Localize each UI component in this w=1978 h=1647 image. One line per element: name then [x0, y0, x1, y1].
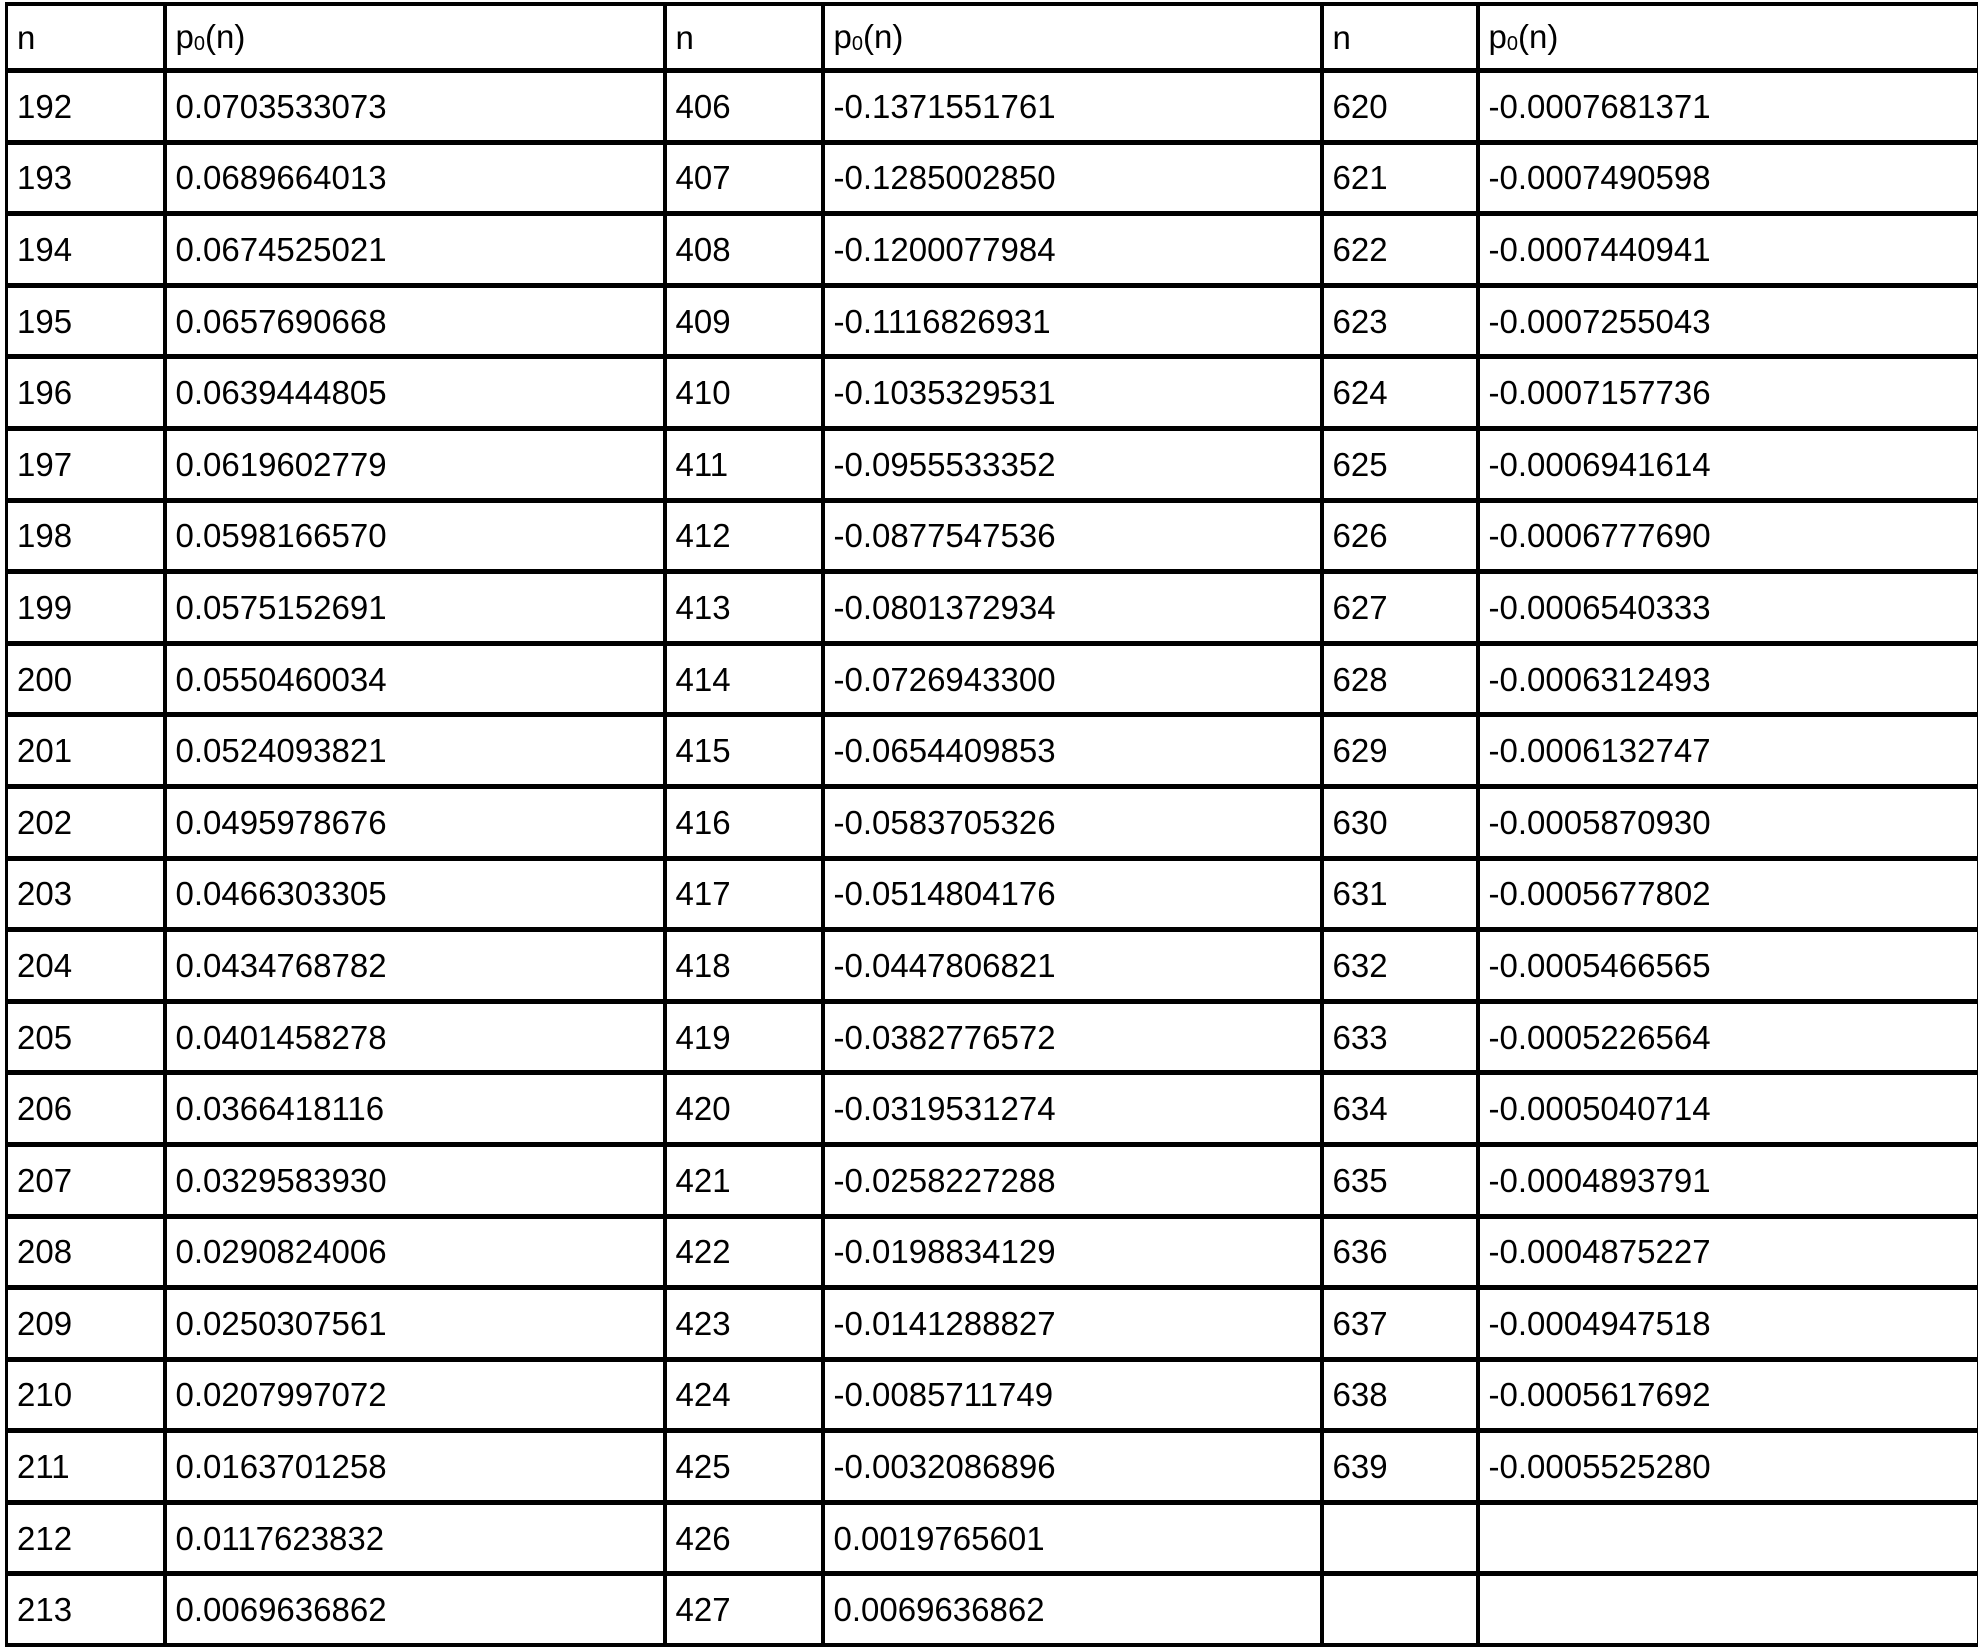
cell-p0: 0.0466303305: [165, 858, 665, 930]
cell-n: 208: [7, 1216, 165, 1288]
cell-n: 637: [1322, 1288, 1478, 1360]
cell-n: 414: [665, 643, 823, 715]
cell-n: 632: [1322, 930, 1478, 1002]
table-row: [7, 858, 1978, 930]
header-p-tail: (n): [863, 18, 903, 55]
cell-p0: -0.0005525280: [1478, 1431, 1978, 1503]
cell-n: 426: [665, 1502, 823, 1574]
cell-p0: -0.0726943300: [823, 643, 1322, 715]
cell-p0: -0.0382776572: [823, 1001, 1322, 1073]
cell-p0: 0.0329583930: [165, 1144, 665, 1216]
table-row: [7, 214, 1978, 286]
table-row: [7, 285, 1978, 357]
cell-n: 202: [7, 786, 165, 858]
cell-n: 196: [7, 357, 165, 429]
cell-n: 625: [1322, 428, 1478, 500]
table-row: [7, 500, 1978, 572]
table-body: [7, 71, 1978, 1646]
cell-p0: -0.0447806821: [823, 930, 1322, 1002]
table-row: [7, 1359, 1978, 1431]
cell-p0: 0.0689664013: [165, 142, 665, 214]
cell-p0: -0.1371551761: [823, 71, 1322, 143]
table-row: [7, 643, 1978, 715]
cell-p0: -0.1285002850: [823, 142, 1322, 214]
cell-n: 411: [665, 428, 823, 500]
cell-n: 417: [665, 858, 823, 930]
header-p0-group-3: [1478, 4, 1978, 71]
cell-n: 199: [7, 572, 165, 644]
cell-p0: -0.0007255043: [1478, 285, 1978, 357]
table-row: [7, 142, 1978, 214]
table-row: [7, 1288, 1978, 1360]
header-n-group-2: n: [665, 4, 823, 71]
cell-n: 203: [7, 858, 165, 930]
cell-n: 626: [1322, 500, 1478, 572]
header-n-group-3: n: [1322, 4, 1478, 71]
cell-n: 427: [665, 1574, 823, 1645]
cell-p0: -0.0877547536: [823, 500, 1322, 572]
cell-n: 628: [1322, 643, 1478, 715]
cell-n: 204: [7, 930, 165, 1002]
table-row: [7, 572, 1978, 644]
table-row: [7, 1502, 1978, 1574]
cell-p0: -0.0004947518: [1478, 1288, 1978, 1360]
cell-p0: 0.0069636862: [165, 1574, 665, 1645]
cell-p0: 0.0019765601: [823, 1502, 1322, 1574]
cell-p0: 0.0575152691: [165, 572, 665, 644]
cell-n: 638: [1322, 1359, 1478, 1431]
cell-p0: -0.0032086896: [823, 1431, 1322, 1503]
coefficient-table: [5, 2, 1978, 1647]
cell-n: 209: [7, 1288, 165, 1360]
cell-n: 409: [665, 285, 823, 357]
table-row: [7, 1144, 1978, 1216]
cell-p0: -0.0005040714: [1478, 1073, 1978, 1145]
cell-p0: -0.0007681371: [1478, 71, 1978, 143]
cell-p0: -0.0004875227: [1478, 1216, 1978, 1288]
table-row: [7, 786, 1978, 858]
header-p0-group-2: [823, 4, 1322, 71]
cell-p0: -0.0007490598: [1478, 142, 1978, 214]
table-row: [7, 1001, 1978, 1073]
cell-p0: 0.0207997072: [165, 1359, 665, 1431]
cell-p0: 0.0163701258: [165, 1431, 665, 1503]
cell-n: 420: [665, 1073, 823, 1145]
cell-p0: -0.0005226564: [1478, 1001, 1978, 1073]
cell-p0: -0.0006777690: [1478, 500, 1978, 572]
cell-p0: 0.0495978676: [165, 786, 665, 858]
cell-p0: -0.0007157736: [1478, 357, 1978, 429]
cell-n: 212: [7, 1502, 165, 1574]
cell-n: 197: [7, 428, 165, 500]
table-row: [7, 357, 1978, 429]
cell-p0: 0.0069636862: [823, 1574, 1322, 1645]
cell-n: 193: [7, 142, 165, 214]
cell-n: 195: [7, 285, 165, 357]
cell-n: 407: [665, 142, 823, 214]
cell-p0: -0.0005466565: [1478, 930, 1978, 1002]
cell-n: 423: [665, 1288, 823, 1360]
cell-p0: -0.1035329531: [823, 357, 1322, 429]
cell-p0: -0.0514804176: [823, 858, 1322, 930]
cell-n: 416: [665, 786, 823, 858]
cell-n: 412: [665, 500, 823, 572]
table-row: [7, 1216, 1978, 1288]
cell-n: 623: [1322, 285, 1478, 357]
cell-p0: [1478, 1502, 1978, 1574]
cell-p0: 0.0598166570: [165, 500, 665, 572]
cell-n: 631: [1322, 858, 1478, 930]
cell-n: 425: [665, 1431, 823, 1503]
cell-p0: 0.0657690668: [165, 285, 665, 357]
cell-p0: -0.1200077984: [823, 214, 1322, 286]
table-row: [7, 715, 1978, 787]
cell-n: 205: [7, 1001, 165, 1073]
cell-n: 419: [665, 1001, 823, 1073]
cell-n: 639: [1322, 1431, 1478, 1503]
cell-n: 620: [1322, 71, 1478, 143]
cell-n: 194: [7, 214, 165, 286]
cell-n: 422: [665, 1216, 823, 1288]
cell-n: 630: [1322, 786, 1478, 858]
cell-n: [1322, 1502, 1478, 1574]
cell-p0: -0.0005677802: [1478, 858, 1978, 930]
cell-p0: -0.0141288827: [823, 1288, 1322, 1360]
cell-p0: 0.0619602779: [165, 428, 665, 500]
header-p-base: p: [1489, 18, 1507, 55]
cell-p0: -0.1116826931: [823, 285, 1322, 357]
cell-p0: -0.0258227288: [823, 1144, 1322, 1216]
cell-n: 198: [7, 500, 165, 572]
cell-n: 207: [7, 1144, 165, 1216]
cell-n: 408: [665, 214, 823, 286]
cell-p0: 0.0290824006: [165, 1216, 665, 1288]
cell-p0: 0.0401458278: [165, 1001, 665, 1073]
table-row: [7, 1431, 1978, 1503]
header-p-base: p: [176, 18, 194, 55]
cell-p0: -0.0005870930: [1478, 786, 1978, 858]
cell-n: 624: [1322, 357, 1478, 429]
header-row: [7, 4, 1978, 71]
cell-n: 213: [7, 1574, 165, 1645]
header-p-base: p: [834, 18, 852, 55]
header-p-tail: (n): [1518, 18, 1558, 55]
cell-n: 634: [1322, 1073, 1478, 1145]
cell-n: 418: [665, 930, 823, 1002]
table-row: [7, 1574, 1978, 1645]
cell-n: 415: [665, 715, 823, 787]
cell-p0: -0.0006312493: [1478, 643, 1978, 715]
cell-p0: 0.0674525021: [165, 214, 665, 286]
cell-n: 210: [7, 1359, 165, 1431]
header-n-group-1: n: [7, 4, 165, 71]
header-p0-group-1: [165, 4, 665, 71]
cell-n: 410: [665, 357, 823, 429]
cell-p0: -0.0007440941: [1478, 214, 1978, 286]
cell-p0: -0.0198834129: [823, 1216, 1322, 1288]
cell-n: 633: [1322, 1001, 1478, 1073]
header-p-subscript: 0: [852, 33, 863, 55]
cell-p0: 0.0434768782: [165, 930, 665, 1002]
table-row: [7, 930, 1978, 1002]
cell-n: 635: [1322, 1144, 1478, 1216]
cell-p0: -0.0654409853: [823, 715, 1322, 787]
cell-p0: -0.0801372934: [823, 572, 1322, 644]
table-row: [7, 1073, 1978, 1145]
cell-n: 211: [7, 1431, 165, 1503]
cell-n: [1322, 1574, 1478, 1645]
cell-p0: 0.0524093821: [165, 715, 665, 787]
cell-n: 201: [7, 715, 165, 787]
header-p-subscript: 0: [194, 33, 205, 55]
cell-p0: 0.0639444805: [165, 357, 665, 429]
cell-p0: -0.0006132747: [1478, 715, 1978, 787]
cell-n: 406: [665, 71, 823, 143]
cell-p0: 0.0117623832: [165, 1502, 665, 1574]
cell-n: 421: [665, 1144, 823, 1216]
cell-n: 627: [1322, 572, 1478, 644]
cell-n: 621: [1322, 142, 1478, 214]
cell-n: 192: [7, 71, 165, 143]
header-p-subscript: 0: [1507, 33, 1518, 55]
table-row: [7, 71, 1978, 143]
cell-p0: -0.0005617692: [1478, 1359, 1978, 1431]
cell-n: 413: [665, 572, 823, 644]
cell-p0: -0.0004893791: [1478, 1144, 1978, 1216]
cell-p0: -0.0006540333: [1478, 572, 1978, 644]
cell-n: 622: [1322, 214, 1478, 286]
cell-p0: -0.0583705326: [823, 786, 1322, 858]
cell-n: 629: [1322, 715, 1478, 787]
cell-p0: -0.0319531274: [823, 1073, 1322, 1145]
cell-p0: 0.0250307561: [165, 1288, 665, 1360]
table-row: [7, 428, 1978, 500]
cell-p0: 0.0703533073: [165, 71, 665, 143]
cell-p0: [1478, 1574, 1978, 1645]
cell-p0: -0.0955533352: [823, 428, 1322, 500]
cell-p0: -0.0006941614: [1478, 428, 1978, 500]
cell-n: 206: [7, 1073, 165, 1145]
cell-p0: 0.0366418116: [165, 1073, 665, 1145]
cell-n: 636: [1322, 1216, 1478, 1288]
cell-p0: -0.0085711749: [823, 1359, 1322, 1431]
cell-n: 200: [7, 643, 165, 715]
cell-p0: 0.0550460034: [165, 643, 665, 715]
table-header: [7, 4, 1978, 71]
cell-n: 424: [665, 1359, 823, 1431]
header-p-tail: (n): [205, 18, 245, 55]
